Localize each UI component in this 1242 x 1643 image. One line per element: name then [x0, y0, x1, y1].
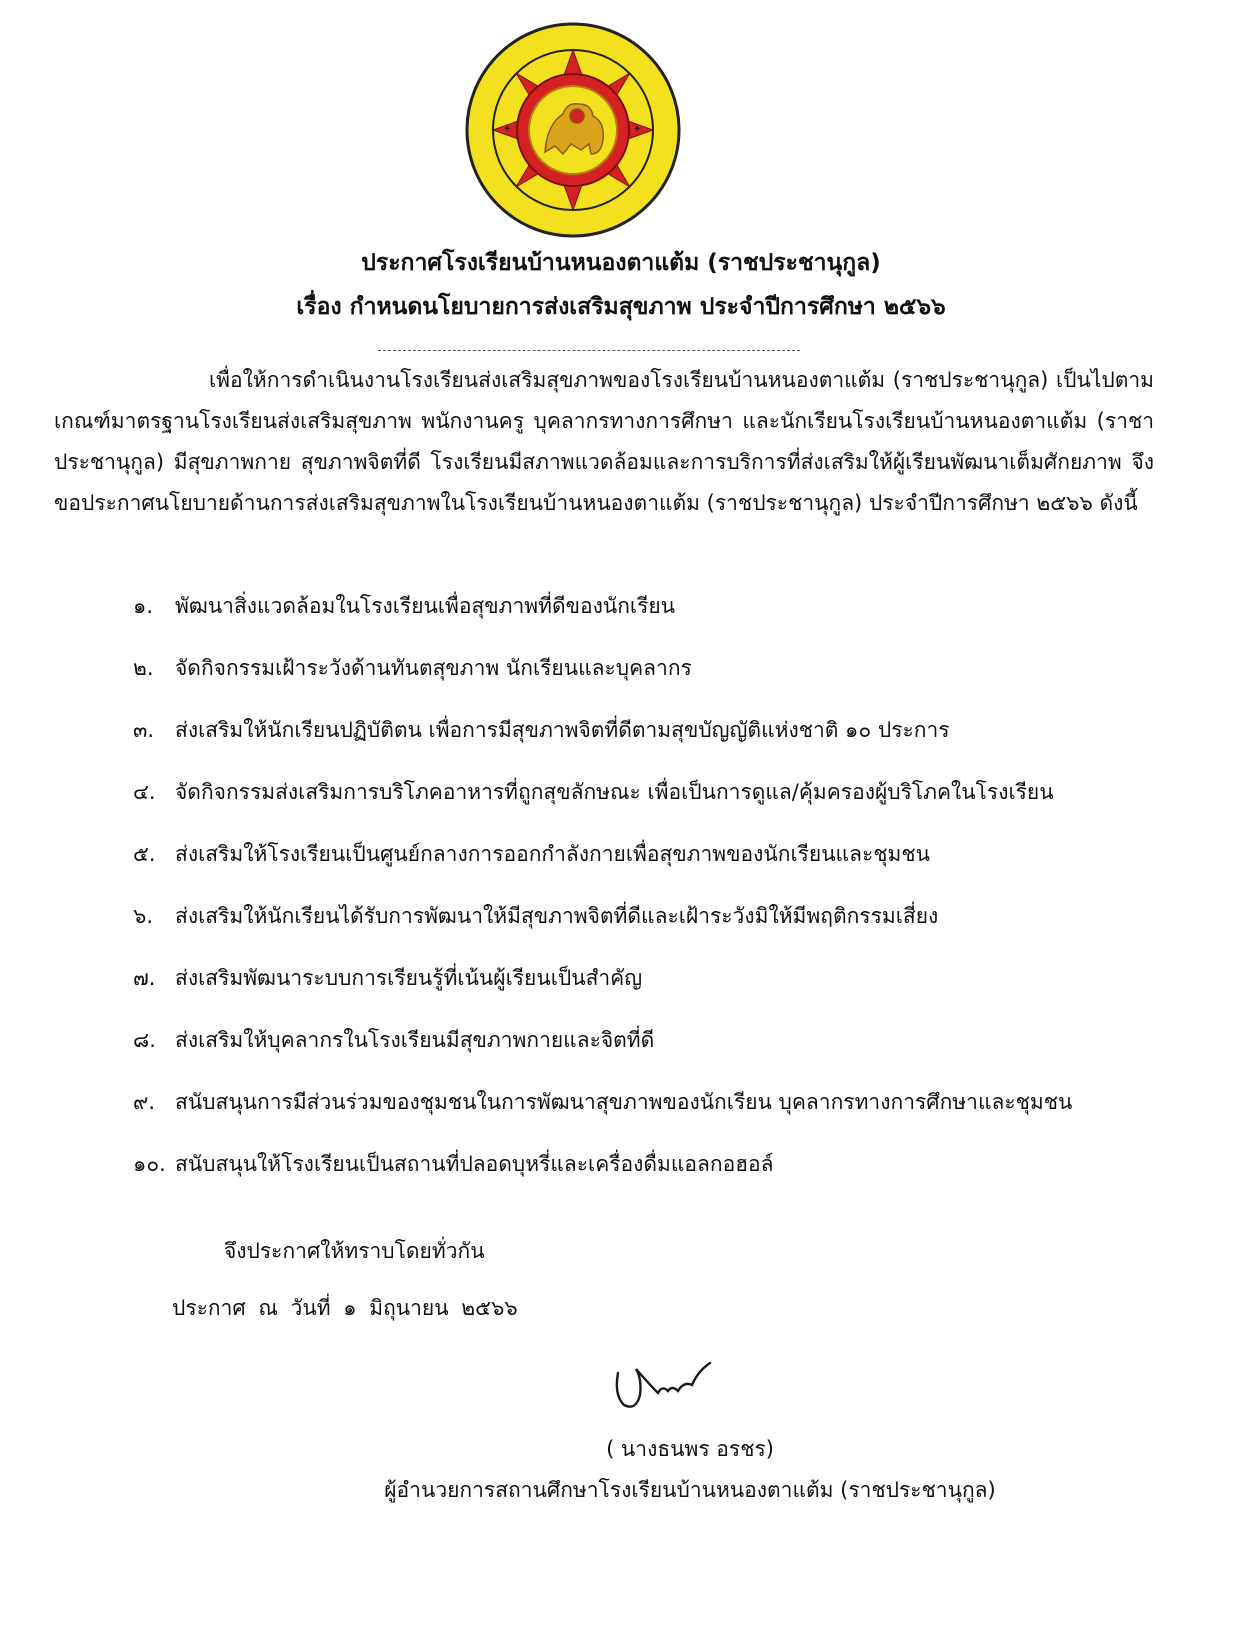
svg-text:✦: ✦	[503, 124, 512, 135]
policy-number: ๓.	[133, 718, 155, 742]
policy-item	[133, 963, 1133, 1025]
policy-number: ๔.	[133, 780, 156, 804]
policy-number: ๙.	[133, 1090, 156, 1114]
policy-item	[133, 715, 1133, 777]
policy-item	[133, 591, 1133, 653]
policy-number: ๑๐.	[133, 1152, 166, 1176]
policy-text: สนับสนุนการมีส่วนร่วมของชุมชนในการพัฒนาสุขภาพของนักเรียน บุคลากรทางการศึกษาและชุมชน	[175, 1090, 1073, 1114]
policy-text: ส่งเสริมพัฒนาระบบการเรียนรู้ที่เน้นผู้เรียนเป็นสำคัญ	[175, 966, 643, 990]
signer-name: ( นางธนพร อรชร)	[606, 1437, 774, 1461]
title-divider	[378, 350, 800, 351]
policy-text: ส่งเสริมให้โรงเรียนเป็นศูนย์กลางการออกกำลังกายเพื่อสุขภาพของนักเรียนและชุมชน	[175, 842, 930, 866]
policy-text: จัดกิจกรรมส่งเสริมการบริโภคอาหารที่ถูกสุขลักษณะ เพื่อเป็นการดูแล/คุ้มครองผู้บริโภคในโรงเรียน	[175, 780, 1054, 804]
policy-number: ๕.	[133, 842, 156, 866]
seal-graphic	[463, 20, 683, 240]
policy-number: ๗.	[133, 966, 156, 990]
signer-position: ผู้อำนวยการสถานศึกษาโรงเรียนบ้านหนองตาแต้ม (ราชประชานุกูล)	[384, 1478, 996, 1502]
policy-number: ๑.	[133, 594, 154, 618]
policy-text: ส่งเสริมให้นักเรียนปฏิบัติตน เพื่อการมีสุขภาพจิตที่ดีตามสุขบัญญัติแห่งชาติ ๑๐ ประการ	[175, 718, 950, 742]
policy-item	[133, 1025, 1133, 1087]
policy-text: ส่งเสริมให้นักเรียนได้รับการพัฒนาให้มีสุขภาพจิตที่ดีและเฝ้าระวังมิให้มีพฤติกรรมเสี่ยง	[175, 904, 939, 928]
policy-text: จัดกิจกรรมเฝ้าระวังด้านทันตสุขภาพ นักเรียนและบุคลากร	[175, 656, 692, 680]
policy-list	[133, 591, 1133, 1211]
policy-item	[133, 901, 1133, 963]
svg-text:✦: ✦	[633, 124, 642, 135]
policy-item	[133, 777, 1133, 839]
policy-text: สนับสนุนให้โรงเรียนเป็นสถานที่ปลอดบุหรี่และเครื่องดื่มแอลกอฮอล์	[175, 1152, 774, 1176]
policy-item	[133, 1149, 1133, 1211]
school-seal-logo	[463, 20, 683, 240]
intro-paragraph-block	[54, 360, 1154, 524]
intro-paragraph: เพื่อให้การดำเนินงานโรงเรียนส่งเสริมสุขภาพของโรงเรียนบ้านหนองตาแต้ม (ราชประชานุกูล) เป็นไปตามเกณฑ์มาตรฐานโรงเรียนส่งเสริมสุขภาพ พนักงานครู บุคลากรทางการศึกษา และนักเรียนโรงเรียนบ้านหนองตาแต้ม (ราชาประชานุกูล) มีสุขภาพกาย สุขภาพจิตที่ดี โรงเรียนมีสภาพแวดล้อมและการบริการที่ส่งเสริมให้ผู้เรียนพัฒนาเต็มศักยภาพ จึงขอประกาศนโยบายด้านการส่งเสริมสุขภาพในโรงเรียนบ้านหนองตาแต้ม (ราชประชานุกูล) ประจำปีการศึกษา ๒๕๖๖ ดังนี้	[54, 368, 1154, 515]
policy-number: ๖.	[133, 904, 154, 928]
handwritten-signature	[610, 1355, 720, 1415]
policy-item	[133, 839, 1133, 901]
closing-statement: จึงประกาศให้ทราบโดยทั่วกัน	[224, 1239, 485, 1263]
policy-text: พัฒนาสิ่งแวดล้อมในโรงเรียนเพื่อสุขภาพที่ดีของนักเรียน	[175, 594, 676, 618]
announcement-title: ประกาศโรงเรียนบ้านหนองตาแต้ม (ราชประชานุกูล)	[361, 250, 881, 276]
policy-text: ส่งเสริมให้บุคลากรในโรงเรียนมีสุขภาพกายและจิตที่ดี	[175, 1028, 655, 1052]
policy-number: ๘.	[133, 1028, 156, 1052]
policy-item	[133, 1087, 1133, 1149]
policy-number: ๒.	[133, 656, 154, 680]
announcement-date: ประกาศ ณ วันที่ ๑ มิถุนายน ๒๕๖๖	[172, 1296, 518, 1320]
policy-item	[133, 653, 1133, 715]
announcement-subject: เรื่อง กำหนดนโยบายการส่งเสริมสุขภาพ ประจำปีการศึกษา ๒๕๖๖	[296, 294, 946, 320]
